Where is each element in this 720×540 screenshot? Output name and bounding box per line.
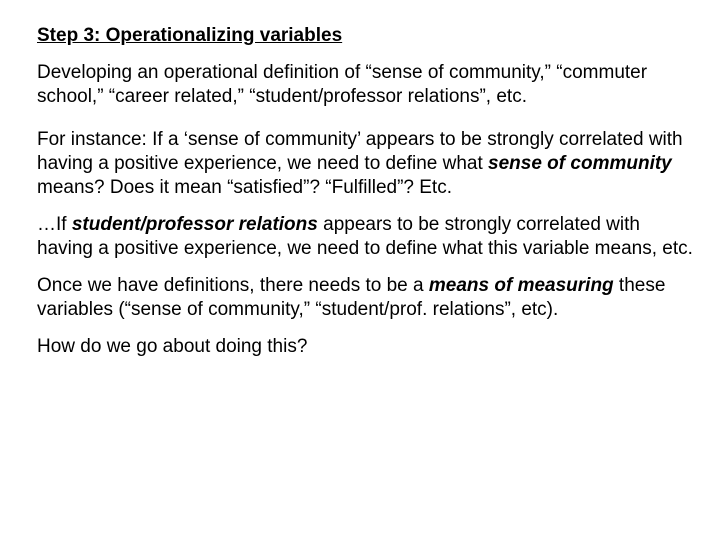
emphasis-means-of-measuring: means of measuring xyxy=(428,275,614,296)
paragraph-text-after: appears to be strongly correlated with having a positive experience, we need to define what this variable means, etc. xyxy=(37,214,693,259)
paragraph-text-before: Once we have definitions, there needs to be a xyxy=(37,275,429,296)
paragraph-operational-definition xyxy=(37,61,701,109)
emphasis-student-professor-relations: student/professor relations xyxy=(71,214,318,235)
slide-content xyxy=(37,24,701,372)
paragraph-text: How do we go about doing this? xyxy=(37,336,308,357)
paragraph-question xyxy=(37,335,701,359)
paragraph-text-before: …If xyxy=(37,214,72,235)
paragraph-text-after: these variables (“sense of community,” “student/prof. relations”, etc). xyxy=(37,275,666,320)
paragraph-student-professor-relations xyxy=(37,213,701,261)
emphasis-sense-of-community: sense of community xyxy=(488,153,672,174)
paragraph-text-before: For instance: If a ‘sense of community’ appears to be strongly correlated with having a positive experience, we need to define what xyxy=(37,129,683,174)
paragraph-means-of-measuring xyxy=(37,274,701,322)
paragraph-sense-of-community xyxy=(37,128,701,200)
paragraph-text: Developing an operational definition of “sense of community,” “commuter school,” “career related,” “student/professor relations”, etc. xyxy=(37,62,648,107)
slide-heading: Step 3: Operationalizing variables xyxy=(37,25,343,46)
paragraph-text-after: means? Does it mean “satisfied”? “Fulfilled”? Etc. xyxy=(37,177,452,198)
